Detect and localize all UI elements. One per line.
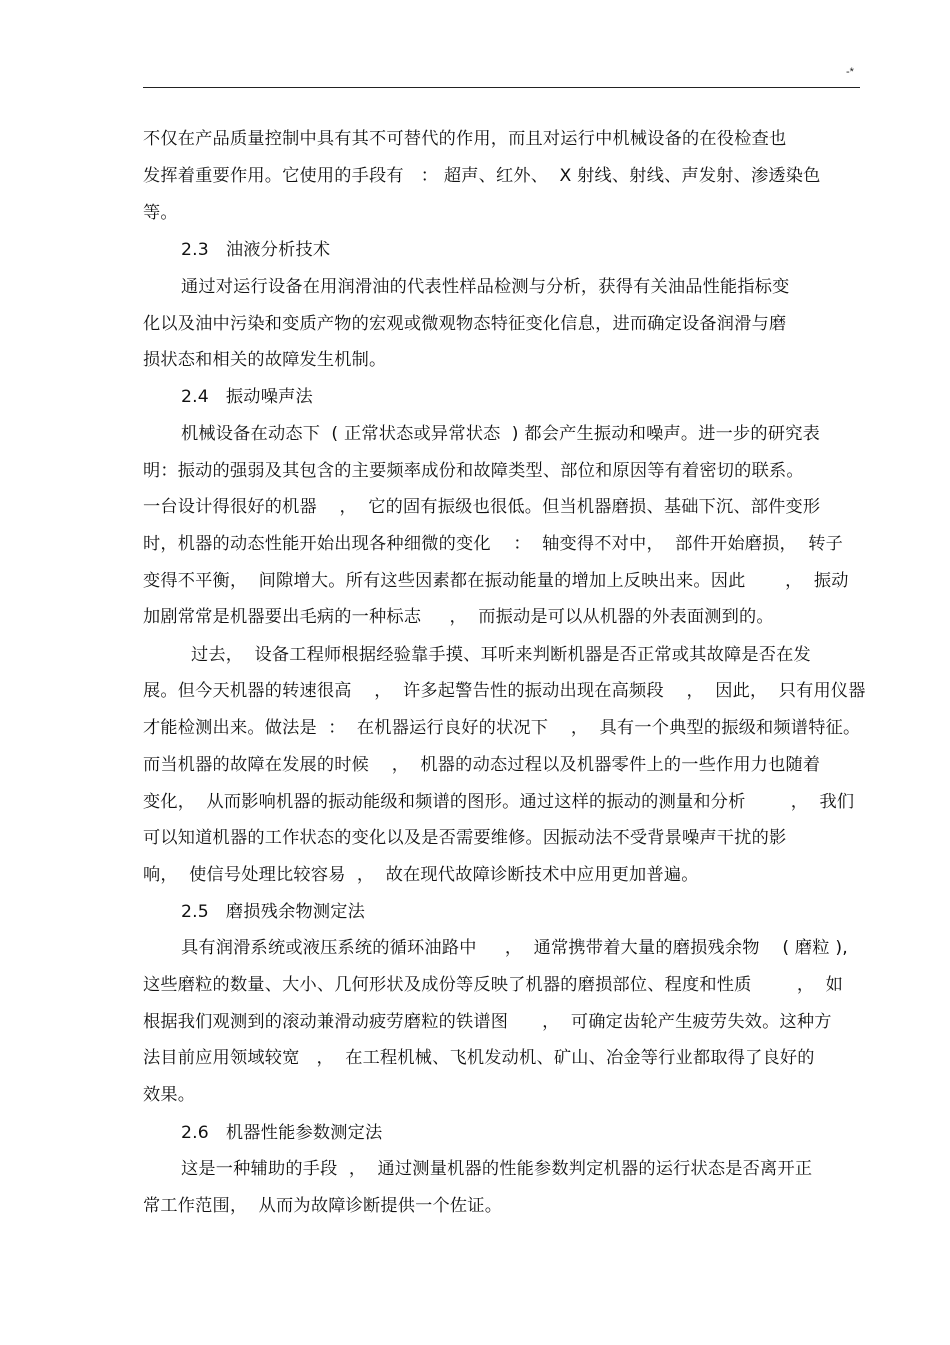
text-line: 可以知道机器的工作状态的变化以及是否需要维修。因振动法不受背景噪声干扰的影: [143, 828, 787, 848]
text-line: 响， 使信号处理比较容易 ， 故在现代故障诊断技术中应用更加普遍。: [143, 865, 699, 885]
text-line: 通过对运行设备在用润滑油的代表性样品检测与分析，获得有关油品性能指标变: [181, 277, 790, 297]
header-mark: -*: [846, 66, 854, 78]
text-line: 而当机器的故障在发展的时候 ， 机器的动态过程以及机器零件上的一些作用力也随着: [143, 755, 821, 775]
section-heading: 2.5 磨损残余物测定法: [181, 902, 366, 922]
text-line: 一台设计得很好的机器 ， 它的固有振级也很低。但当机器磨损、基础下沉、部件变形: [143, 497, 821, 517]
text-line: 加剧常常是机器要出毛病的一种标志 ， 而振动是可以从机器的外表面测到的。: [143, 607, 774, 627]
text-line: 变得不平衡， 间隙增大。所有这些因素都在振动能量的增加上反映出来。因此 ， 振动: [143, 571, 849, 591]
text-line: 变化， 从而影响机器的振动能级和频谱的图形。通过这样的振动的测量和分析 ， 我们: [143, 792, 855, 812]
text-line: 损状态和相关的故障发生机制。: [143, 350, 387, 370]
text-line: 这是一种辅助的手段 ， 通过测量机器的性能参数判定机器的运行状态是否离开正: [181, 1159, 813, 1179]
section-heading: 2.4 振动噪声法: [181, 387, 313, 407]
text-line: 发挥着重要作用。它使用的手段有 ： 超声、红外、 X 射线、射线、声发射、渗透染色: [143, 166, 821, 186]
header-rule: [143, 87, 860, 88]
text-line: 法目前应用领域较宽 ， 在工程机械、飞机发动机、矿山、冶金等行业都取得了良好的: [143, 1048, 815, 1068]
section-heading: 2.3 油液分析技术: [181, 240, 331, 260]
text-line: 展。但今天机器的转速很高 ， 许多起警告性的振动出现在高频段 ， 因此， 只有用仪器: [143, 681, 866, 701]
text-line: 效果。: [143, 1085, 196, 1105]
text-line: 这些磨粒的数量、大小、几何形状及成份等反映了机器的磨损部位、程度和性质 ， 如: [143, 975, 843, 995]
text-line: 化以及油中污染和变质产物的宏观或微观物态特征变化信息，进而确定设备润滑与磨: [143, 314, 787, 334]
text-line: 根据我们观测到的滚动兼滑动疲劳磨粒的铁谱图 ， 可确定齿轮产生疲劳失效。这种方: [143, 1012, 832, 1032]
text-line: 过去， 设备工程师根据经验靠手摸、耳听来判断机器是否正常或其故障是否在发: [191, 645, 811, 665]
text-line: 常工作范围， 从而为故障诊断提供一个佐证。: [143, 1196, 503, 1216]
text-line: 等。: [143, 203, 178, 223]
section-heading: 2.6 机器性能参数测定法: [181, 1123, 383, 1143]
text-line: 才能检测出来。做法是 ： 在机器运行良好的状况下 ， 具有一个典型的振级和频谱特征。: [143, 718, 861, 738]
text-line: 机械设备在动态下 ( 正常状态或异常状态 ) 都会产生振动和噪声。进一步的研究表: [181, 424, 820, 444]
text-line: 具有润滑系统或液压系统的循环油路中 ， 通常携带着大量的磨损残余物 ( 磨粒 ),: [181, 938, 848, 958]
text-line: 不仅在产品质量控制中具有其不可替代的作用，而且对运行中机械设备的在役检查也: [143, 129, 787, 149]
text-line: 明：振动的强弱及其包含的主要频率成份和故障类型、部位和原因等有着密切的联系。: [143, 461, 804, 481]
text-line: 时，机器的动态性能开始出现各种细微的变化 ： 轴变得不对中， 部件开始磨损， 转子: [143, 534, 843, 554]
